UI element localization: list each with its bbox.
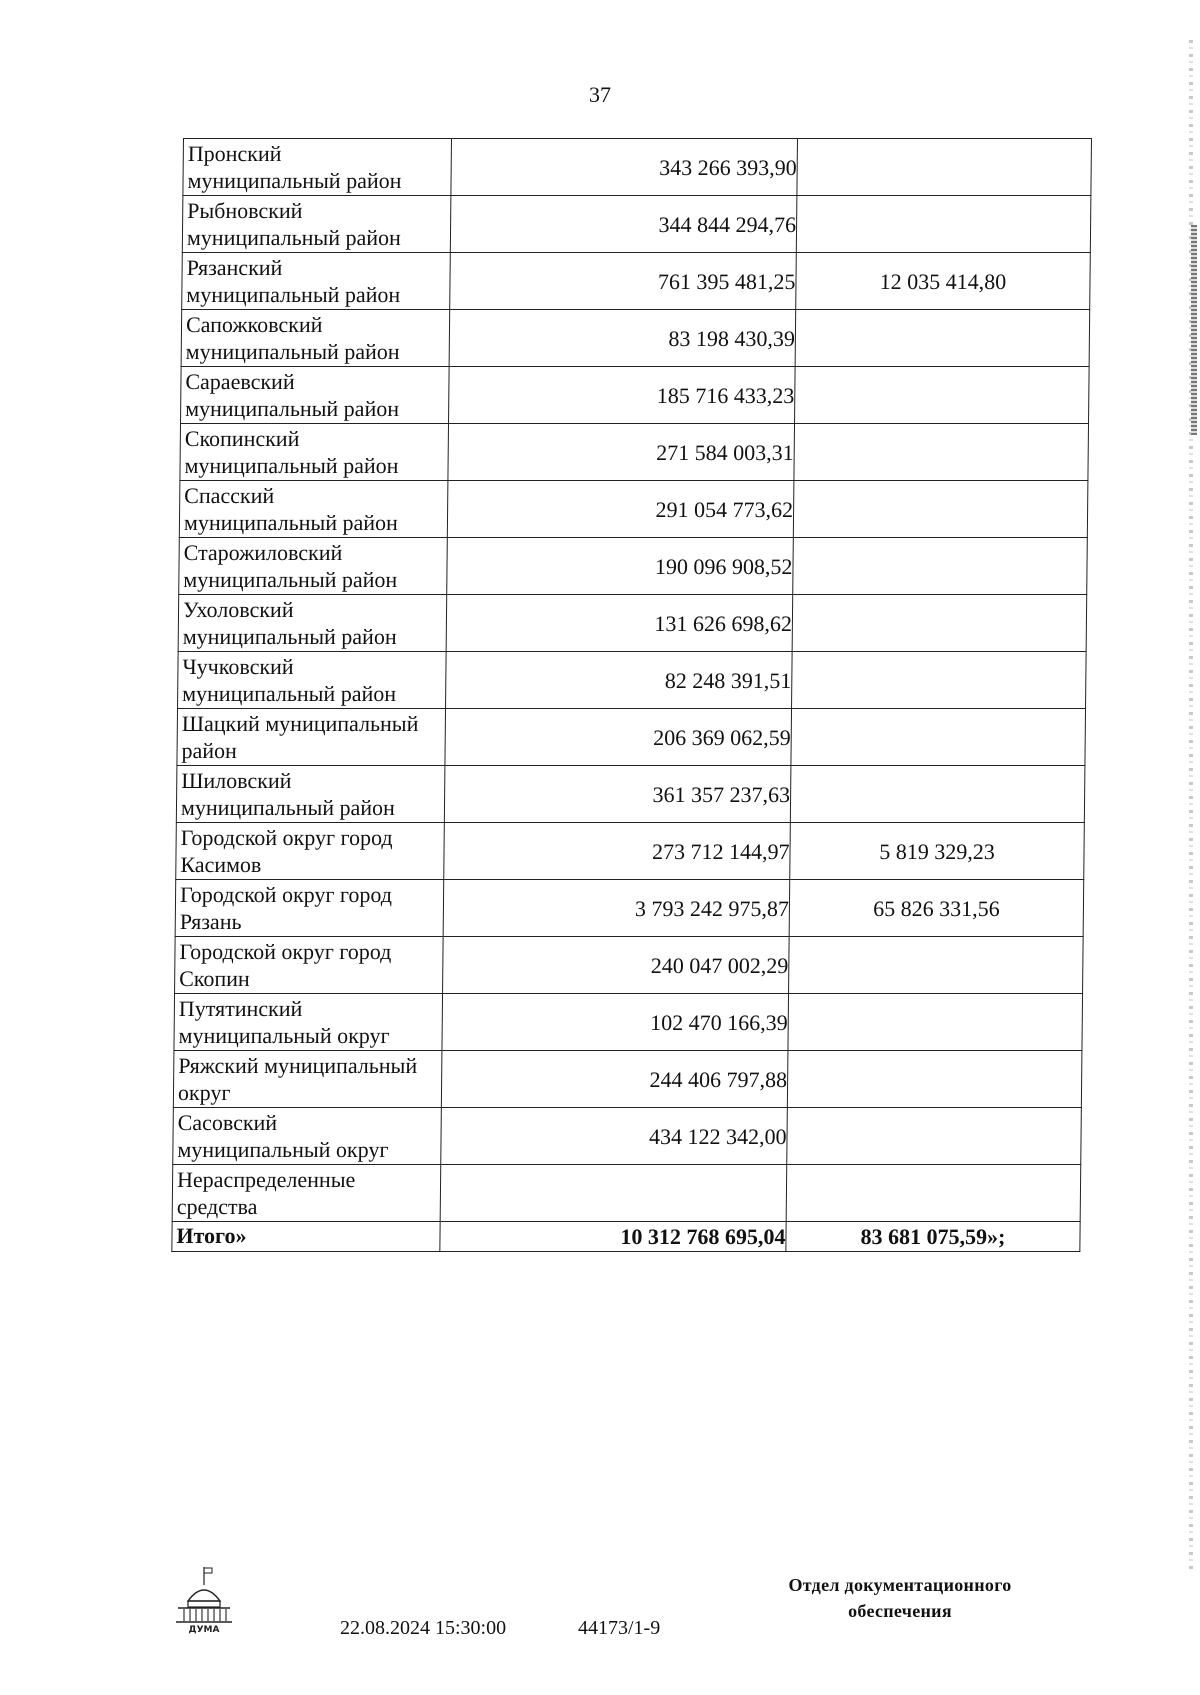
region-name-line: Скопинский [184, 426, 300, 451]
extra-amount-cell [788, 994, 1083, 1051]
department-line: Отдел документационного [788, 1575, 1012, 1595]
region-name-cell [175, 937, 444, 994]
amount-cell [440, 1165, 787, 1222]
region-name-cell [183, 139, 452, 196]
region-name-line: муниципальный район [182, 681, 397, 706]
region-name-line: Городской округ город [179, 939, 392, 964]
extra-amount-cell: 65 826 331,56 [789, 880, 1084, 937]
footer-doc-code: 44173/1-9 [578, 1617, 661, 1639]
duma-logo-icon [174, 1565, 234, 1635]
region-name-cell [173, 1108, 442, 1165]
region-name-line: Путятинский [178, 996, 303, 1021]
region-name-line: Рыбновский [187, 198, 303, 223]
region-name-line: Шацкий муниципальный [181, 711, 419, 736]
region-name-line: Шиловский [181, 768, 292, 793]
region-name-line: Нераспределенные [176, 1167, 356, 1192]
region-name-line: муниципальный район [183, 510, 399, 535]
region-name-line: муниципальный район [185, 396, 400, 421]
extra-amount-cell [789, 937, 1084, 994]
region-name-line: Рязанский [186, 255, 283, 280]
table-row [178, 595, 1087, 652]
extra-amount-cell [792, 595, 1087, 652]
region-name-line: Ухоловский [182, 597, 294, 622]
region-name-cell [181, 310, 450, 367]
table-row [173, 1051, 1082, 1108]
table-row [173, 1108, 1082, 1165]
table-row [178, 652, 1087, 709]
amount-cell: 3 793 242 975,87 [443, 880, 790, 937]
total-row [172, 1222, 1080, 1252]
extra-amount-cell: 5 819 329,23 [790, 823, 1085, 880]
amount-cell: 131 626 698,62 [446, 595, 793, 652]
region-name-cell [172, 1165, 441, 1222]
table-row [182, 196, 1091, 253]
amount-cell: 102 470 166,39 [442, 994, 789, 1051]
region-name-cell [178, 595, 447, 652]
extra-amount-cell [787, 1108, 1082, 1165]
extra-amount-cell [793, 481, 1088, 538]
amount-cell: 82 248 391,51 [446, 652, 793, 709]
total-amount: 10 312 768 695,04 [440, 1222, 786, 1252]
region-name-cell [179, 538, 448, 595]
extra-amount-cell [797, 139, 1092, 196]
region-name-cell [176, 766, 445, 823]
extra-amount-cell [795, 367, 1090, 424]
extra-amount-cell: 12 035 414,80 [796, 253, 1091, 310]
region-name-line: муниципальный район [184, 453, 399, 478]
table-row [172, 1165, 1081, 1222]
table-row [175, 880, 1084, 937]
amount-cell: 83 198 430,39 [449, 310, 796, 367]
region-name-line: Городской округ город [180, 825, 393, 850]
extra-amount-cell [791, 709, 1086, 766]
region-name-line: Пронский [187, 141, 282, 166]
amount-cell: 190 096 908,52 [447, 538, 794, 595]
region-name-line: Старожиловский [183, 540, 343, 565]
budget-table [171, 138, 1092, 1252]
region-name-line: Чучковский [182, 654, 294, 679]
amount-cell: 271 584 003,31 [448, 424, 795, 481]
region-name-cell [182, 253, 451, 310]
region-name-cell [173, 1051, 442, 1108]
region-name-cell [174, 994, 443, 1051]
extra-amount-cell [794, 424, 1089, 481]
table-row [175, 937, 1084, 994]
region-name-line: Сараевский [185, 369, 295, 394]
table-row [179, 481, 1088, 538]
region-name-line: Городской округ город [179, 882, 393, 907]
region-name-line: муниципальный район [186, 282, 401, 307]
total-label: Итого» [172, 1222, 440, 1252]
amount-cell: 206 369 062,59 [445, 709, 792, 766]
region-name-line: Ряжский муниципальный [178, 1053, 418, 1078]
region-name-cell [178, 652, 447, 709]
table-row [176, 823, 1085, 880]
region-name-line: муниципальный район [180, 795, 396, 820]
amount-cell: 273 712 144,97 [444, 823, 791, 880]
scan-edge-artifact [1191, 225, 1197, 435]
region-name-line: муниципальный округ [178, 1023, 390, 1048]
region-name-line: муниципальный район [185, 339, 400, 364]
region-name-line: муниципальный район [187, 168, 402, 193]
region-name-line: средства [176, 1194, 258, 1219]
extra-amount-cell [787, 1051, 1082, 1108]
amount-cell: 761 395 481,25 [450, 253, 797, 310]
region-name-cell [180, 424, 449, 481]
region-name-line: район [181, 738, 238, 763]
amount-cell: 185 716 433,23 [449, 367, 796, 424]
extra-amount-cell [790, 766, 1085, 823]
table-row [181, 310, 1090, 367]
amount-cell: 344 844 294,76 [450, 196, 797, 253]
region-name-line: муниципальный район [183, 567, 398, 592]
page-number: 37 [589, 82, 611, 107]
amount-cell: 361 357 237,63 [444, 766, 791, 823]
region-name-cell [182, 196, 451, 253]
table-row [182, 253, 1091, 310]
table-row [176, 766, 1085, 823]
region-name-line: Касимов [180, 852, 262, 877]
footer-department [750, 1572, 1050, 1624]
extra-amount-cell [792, 652, 1087, 709]
extra-amount-cell [796, 196, 1091, 253]
table-row [181, 367, 1090, 424]
region-name-line: Сапожковский [185, 312, 323, 337]
region-name-cell [176, 823, 445, 880]
logo-text: ДУМА [188, 1625, 220, 1635]
extra-amount-cell [795, 310, 1090, 367]
table-row [179, 538, 1088, 595]
region-name-line: Скопин [179, 966, 250, 991]
extra-amount-cell [786, 1165, 1081, 1222]
region-name-line: округ [177, 1080, 231, 1105]
region-name-line: муниципальный округ [177, 1137, 389, 1162]
table-row [183, 139, 1092, 196]
amount-cell: 240 047 002,29 [443, 937, 790, 994]
region-name-line: муниципальный район [182, 624, 397, 649]
region-name-cell [175, 880, 444, 937]
amount-cell: 343 266 393,90 [451, 139, 798, 196]
department-line: обеспечения [848, 1601, 952, 1621]
region-name-line: Сасовский [177, 1110, 278, 1135]
table-row [180, 424, 1089, 481]
amount-cell: 434 122 342,00 [441, 1108, 788, 1165]
region-name-cell [177, 709, 446, 766]
total-extra-amount: 83 681 075,59»; [786, 1222, 1080, 1252]
table-row [174, 994, 1083, 1051]
amount-cell: 244 406 797,88 [441, 1051, 788, 1108]
region-name-line: Спасский [184, 483, 275, 508]
table-row [177, 709, 1086, 766]
region-name-cell [181, 367, 450, 424]
region-name-cell [179, 481, 448, 538]
region-name-line: муниципальный район [186, 225, 401, 250]
footer-datetime: 22.08.2024 15:30:00 [340, 1617, 507, 1639]
extra-amount-cell [793, 538, 1088, 595]
amount-cell: 291 054 773,62 [447, 481, 794, 538]
region-name-line: Рязань [179, 909, 242, 934]
